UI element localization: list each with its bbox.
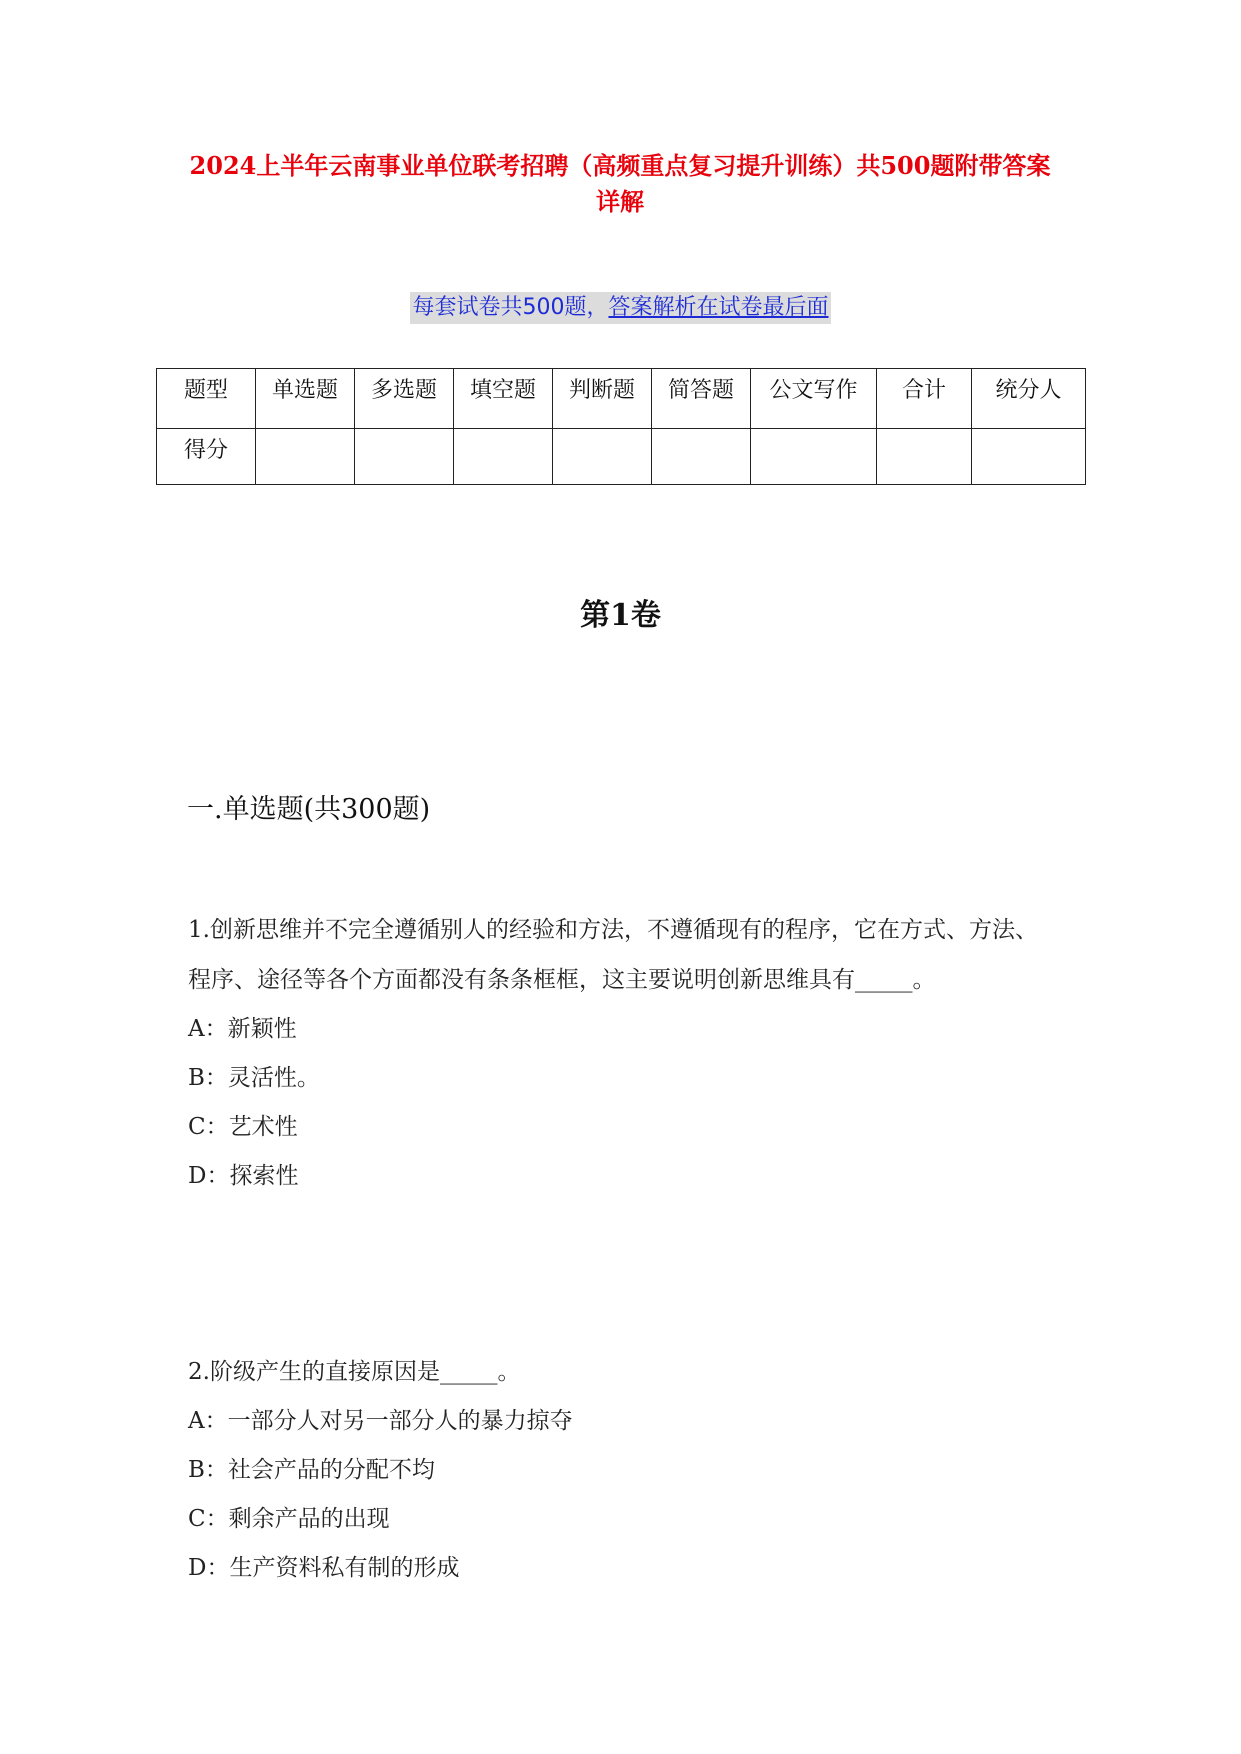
header-cell: 单选题 — [256, 369, 355, 429]
header-cell: 简答题 — [652, 369, 751, 429]
question-option: C：剩余产品的出现 — [188, 1506, 390, 1532]
notice-part2: 答案解析在试卷最后面 — [608, 295, 829, 320]
question-stem: 2.阶级产生的直接原因是_____。 — [188, 1359, 521, 1385]
question-stem: 1.创新思维并不完全遵循别人的经验和方法，不遵循现有的程序，它在方式、方法、程序、途径等各个方面都没有条条框框，这主要说明创新思维具有_____。 — [188, 917, 1038, 993]
score-table-header-row — [157, 369, 1086, 429]
header-cell: 填空题 — [454, 369, 553, 429]
score-cell — [652, 429, 751, 485]
question-option: D：生产资料私有制的形成 — [188, 1555, 460, 1581]
score-row-label: 得分 — [157, 429, 256, 485]
header-cell: 判断题 — [553, 369, 652, 429]
score-cell — [454, 429, 553, 485]
score-cell — [355, 429, 454, 485]
notice-text — [410, 292, 830, 324]
score-cell — [256, 429, 355, 485]
header-cell: 公文写作 — [751, 369, 877, 429]
score-cell — [553, 429, 652, 485]
document-title: 2024上半年云南事业单位联考招聘（高频重点复习提升训练）共500题附带答案详解 — [189, 151, 1051, 216]
score-table — [156, 368, 1086, 485]
header-cell: 合计 — [877, 369, 972, 429]
header-cell: 多选题 — [355, 369, 454, 429]
question-option: D：探索性 — [188, 1163, 299, 1189]
question-option: A：一部分人对另一部分人的暴力掠夺 — [188, 1408, 573, 1434]
question-1 — [188, 905, 1048, 1201]
volume-title: 第1卷 — [580, 598, 661, 633]
notice-line — [0, 292, 1241, 324]
score-cell — [972, 429, 1086, 485]
question-option: C：艺术性 — [188, 1114, 298, 1140]
question-option: B：灵活性。 — [188, 1065, 320, 1091]
score-table-score-row — [157, 429, 1086, 485]
notice-part1: 每套试卷共500题， — [412, 295, 609, 320]
header-cell: 统分人 — [972, 369, 1086, 429]
score-cell — [877, 429, 972, 485]
question-2 — [188, 1347, 1048, 1593]
question-option: A：新颖性 — [188, 1016, 297, 1042]
header-cell: 题型 — [157, 369, 256, 429]
question-option: B：社会产品的分配不均 — [188, 1457, 435, 1483]
section-title: 一.单选题(共300题) — [187, 794, 431, 825]
score-cell — [751, 429, 877, 485]
